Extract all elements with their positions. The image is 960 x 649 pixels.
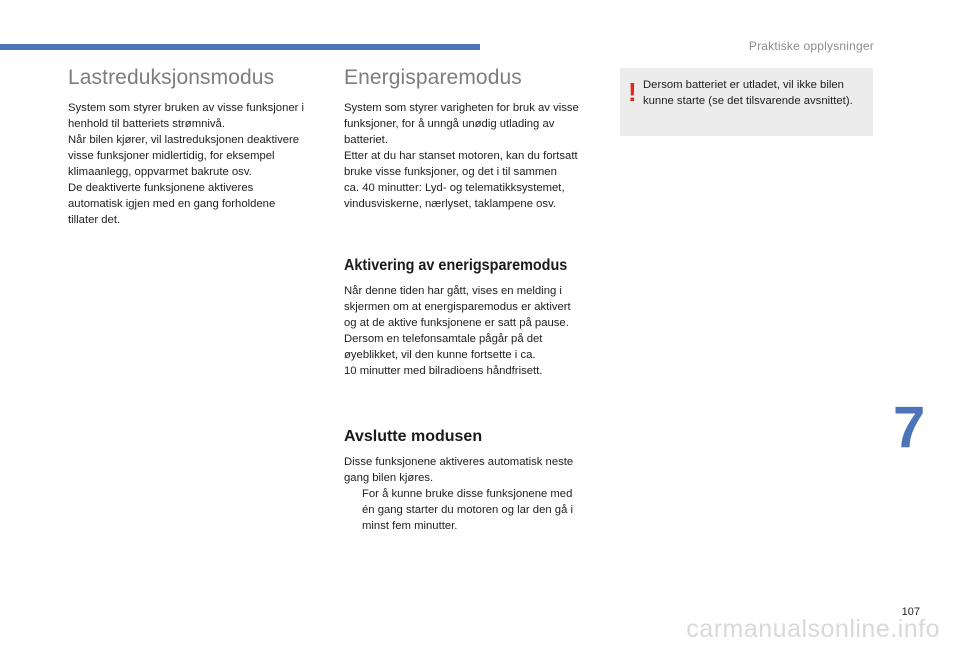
col2-body: [344, 100, 609, 212]
text-line: 10 minutter med bilradioens håndfrisett.: [344, 365, 543, 377]
warning-exclamation-icon: !: [628, 77, 637, 107]
bullet-item: [344, 486, 609, 502]
exit-body: [344, 454, 609, 534]
text-line: gang bilen kjøres.: [344, 472, 434, 484]
chapter-number: 7: [893, 395, 926, 460]
text-line: System som styrer bruken av visse funksjoner i: [68, 102, 305, 114]
warning-box: [620, 68, 873, 136]
text-line: øyeblikket, vil den kunne fortsette i ca.: [344, 349, 536, 361]
activation-body: [344, 283, 609, 379]
text-line: Dersom batteriet er utladet, vil ikke bilen: [643, 79, 844, 91]
text-line: batteriet.: [344, 134, 388, 146]
text-line: ca. 40 minutter: Lyd- og telematikksystemet,: [344, 182, 565, 194]
text-line: visse funksjoner midlertidig, for eksempel: [68, 150, 275, 162]
text-line: automatisk igjen med en gang forholdene: [68, 198, 276, 210]
text-line: bruke visse funksjoner, og det i til sammen: [344, 166, 557, 178]
text-line: Når denne tiden har gått, vises en melding i: [344, 285, 562, 297]
text-line: minst fem minutter.: [362, 520, 458, 532]
text-line: Etter at du har stanset motoren, kan du fortsatt: [344, 150, 578, 162]
text-line: skjermen om at energisparemodus er aktivert: [344, 301, 571, 313]
text-line: Dersom en telefonsamtale pågår på det: [344, 333, 543, 345]
heading-lastreduksjonsmodus: Lastreduksjonsmodus: [68, 66, 275, 89]
text-line: og at de aktive funksjonene er satt på pause.: [344, 317, 569, 329]
text-line: System som styrer varigheten for bruk av visse: [344, 102, 579, 114]
header-accent-bar: [0, 44, 480, 50]
text-line: vindusviskerne, nærlyset, taklampene osv.: [344, 198, 557, 210]
text-line: kunne starte (se det tilsvarende avsnittet).: [643, 95, 853, 107]
watermark: carmanualsonline.info: [686, 615, 940, 643]
warning-text: [643, 77, 868, 109]
text-line: Når bilen kjører, vil lastreduksjonen deaktivere: [68, 134, 300, 146]
text-line: én gang starter du motoren og lar den gå i: [362, 504, 574, 516]
heading-energisparemodus: Energisparemodus: [344, 66, 522, 89]
text-line: De deaktiverte funksjonene aktiveres: [68, 182, 254, 194]
text-line: henhold til batteriets strømnivå.: [68, 118, 225, 130]
text-line: funksjoner, for å unngå unødig utlading av: [344, 118, 555, 130]
text-line: tillater det.: [68, 214, 121, 226]
col1-body: [68, 100, 333, 228]
text-line: klimaanlegg, oppvarmet bakrute osv.: [68, 166, 252, 178]
page-number: 107: [901, 606, 920, 618]
text-line: Disse funksjonene aktiveres automatisk neste: [344, 456, 574, 468]
text-line: For å kunne bruke disse funksjonene med: [362, 488, 573, 500]
heading-avslutte-modusen: Avslutte modusen: [344, 428, 483, 445]
heading-aktivering: Aktivering av enerigsparemodus: [344, 257, 568, 274]
section-title: Praktiske opplysninger: [748, 39, 874, 53]
